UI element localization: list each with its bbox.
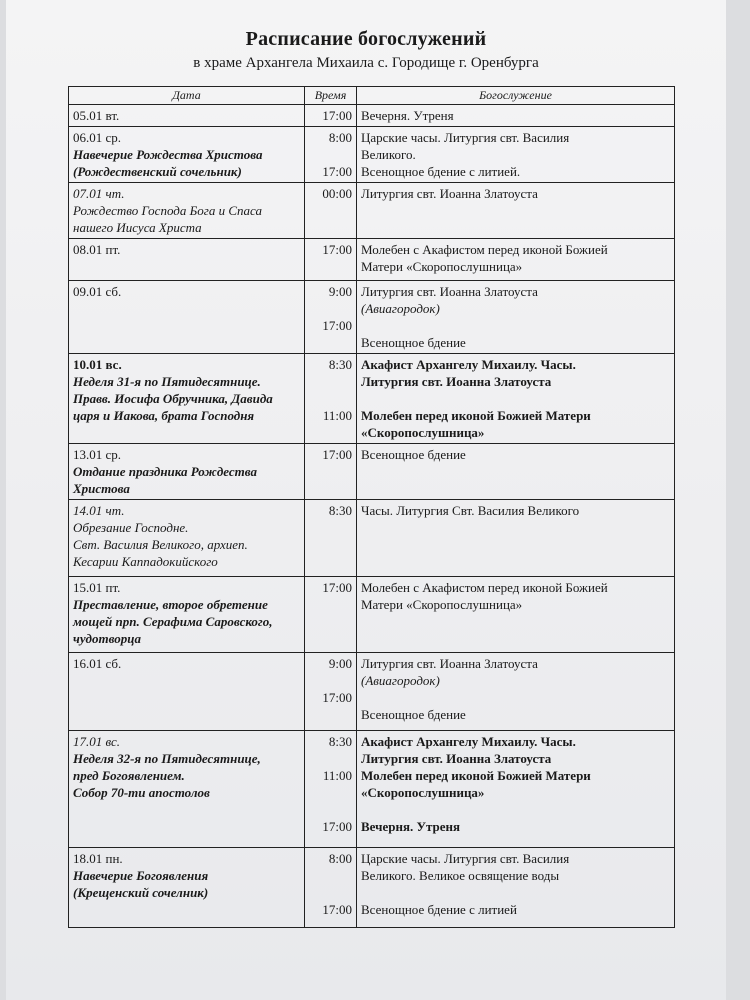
table-row	[69, 731, 675, 848]
service-time: 17:00	[322, 318, 352, 333]
service-time	[309, 784, 352, 801]
service-time: 8:30	[328, 357, 352, 372]
service-time: 17:00	[322, 902, 352, 917]
service-time: 17:00	[322, 819, 352, 834]
service-name: Литургия свт. Иоанна Златоуста	[361, 284, 538, 299]
feast-name: (Рождественский сочельник)	[73, 164, 242, 179]
service-name: (Авиагородок)	[361, 301, 440, 316]
service-name	[361, 390, 670, 407]
feast-name: чудотворца	[73, 631, 141, 646]
service-name: (Авиагородок)	[361, 673, 440, 688]
table-row	[69, 239, 675, 281]
feast-name: Христова	[73, 481, 130, 496]
schedule-rows	[69, 105, 675, 928]
service-name: Великого.	[361, 147, 416, 162]
table-row	[69, 653, 675, 731]
service-time: 11:00	[322, 768, 352, 783]
service-time	[309, 373, 352, 390]
service-cell	[357, 183, 675, 239]
time-cell	[305, 281, 357, 354]
service-time	[309, 867, 352, 884]
feast-name: пред Богоявлением.	[73, 768, 185, 783]
schedule-table	[68, 86, 675, 928]
date-cell	[69, 105, 305, 127]
service-time: 11:00	[322, 408, 352, 423]
service-time: 8:00	[328, 130, 352, 145]
document-header	[6, 28, 726, 72]
service-name: Всенощное бдение	[361, 447, 466, 462]
service-time	[309, 146, 352, 163]
feast-name: царя и Иакова, брата Господня	[73, 408, 255, 423]
service-cell	[357, 731, 675, 848]
service-cell	[357, 444, 675, 500]
time-cell	[305, 731, 357, 848]
date-label: 08.01 пт.	[73, 242, 121, 257]
time-cell	[305, 653, 357, 731]
service-time: 17:00	[322, 242, 352, 257]
service-name: Молебен перед иконой Божией Матери	[361, 408, 591, 423]
time-cell	[305, 500, 357, 577]
table-row	[69, 577, 675, 653]
service-time: 9:00	[328, 284, 352, 299]
date-label: 13.01 ср.	[73, 447, 122, 462]
service-time	[309, 884, 352, 901]
service-time: 17:00	[322, 108, 352, 123]
service-name: Всенощное бдение	[361, 335, 466, 350]
date-cell	[69, 731, 305, 848]
feast-name: Преставление, второе обретение	[73, 597, 268, 612]
date-cell	[69, 183, 305, 239]
date-label: 06.01 ср.	[73, 130, 122, 145]
service-time: 00:00	[322, 186, 352, 201]
service-time: 8:30	[328, 734, 352, 749]
date-label: 05.01 вт.	[73, 108, 120, 123]
service-name: Акафист Архангелу Михаилу. Часы.	[361, 734, 576, 749]
service-time: 17:00	[322, 580, 352, 595]
service-name: Матери «Скоропослушница»	[361, 259, 523, 274]
feast-name: Правв. Иосифа Обручника, Давида	[73, 391, 273, 406]
feast-name: (Крещенский сочелник)	[73, 885, 209, 900]
service-time: 9:00	[328, 656, 352, 671]
service-cell	[357, 653, 675, 731]
feast-name: Навечерие Богоявления	[73, 868, 209, 883]
service-cell	[357, 354, 675, 444]
table-row	[69, 127, 675, 183]
date-cell	[69, 653, 305, 731]
table-header-row	[69, 87, 675, 105]
service-name: Молебен перед иконой Божией Матери	[361, 768, 591, 783]
service-time: 17:00	[322, 164, 352, 179]
date-cell	[69, 577, 305, 653]
service-name: Вечерня. Утреня	[361, 108, 454, 123]
service-name	[361, 801, 670, 818]
date-cell	[69, 848, 305, 928]
service-name: Литургия свт. Иоанна Златоуста	[361, 374, 552, 389]
service-name: Царские часы. Литургия свт. Василия	[361, 851, 570, 866]
service-time	[309, 300, 352, 317]
table-row	[69, 354, 675, 444]
feast-name: Собор 70-ти апостолов	[73, 785, 210, 800]
service-name: Всенощное бдение	[361, 707, 466, 722]
service-name: Великого. Великое освящение воды	[361, 868, 560, 883]
service-name: Молебен с Акафистом перед иконой Божией	[361, 580, 608, 595]
service-name: Молебен с Акафистом перед иконой Божией	[361, 242, 608, 257]
service-name: «Скоропослушница»	[361, 785, 485, 800]
time-cell	[305, 848, 357, 928]
service-cell	[357, 127, 675, 183]
service-name: Часы. Литургия Свт. Василия Великого	[361, 503, 580, 518]
feast-name: Неделя 32-я по Пятидесятнице,	[73, 751, 261, 766]
service-cell	[357, 239, 675, 281]
table-row	[69, 444, 675, 500]
service-name: Литургия свт. Иоанна Златоуста	[361, 656, 538, 671]
date-cell	[69, 281, 305, 354]
service-cell	[357, 105, 675, 127]
feast-name: Навечерие Рождества Христова	[73, 147, 263, 162]
feast-name: Неделя 31-я по Пятидесятнице.	[73, 374, 261, 389]
time-cell	[305, 127, 357, 183]
header-service: Богослужение	[357, 87, 675, 105]
table-row	[69, 183, 675, 239]
service-time: 17:00	[322, 447, 352, 462]
service-name: Царские часы. Литургия свт. Василия	[361, 130, 570, 145]
time-cell	[305, 577, 357, 653]
service-name: Всенощное бдение с литией.	[361, 164, 521, 179]
service-time: 17:00	[322, 690, 352, 705]
date-cell	[69, 239, 305, 281]
date-label: 16.01 сб.	[73, 656, 122, 671]
header-date: Дата	[69, 87, 305, 105]
service-name: Матери «Скоропослушница»	[361, 597, 523, 612]
table-row	[69, 281, 675, 354]
service-time	[309, 801, 352, 818]
feast-name: мощей прп. Серафима Саровского,	[73, 614, 273, 629]
document-subtitle: в храме Архангела Михаила с. Городище г. Оренбурга	[193, 55, 539, 71]
table-row	[69, 105, 675, 127]
date-label: 09.01 сб.	[73, 284, 122, 299]
time-cell	[305, 239, 357, 281]
service-time: 8:00	[328, 851, 352, 866]
service-name: Акафист Архангелу Михаилу. Часы.	[361, 357, 576, 372]
time-cell	[305, 354, 357, 444]
service-name	[361, 884, 670, 901]
time-cell	[305, 183, 357, 239]
date-cell	[69, 444, 305, 500]
service-cell	[357, 848, 675, 928]
service-name: «Скоропослушница»	[361, 425, 485, 440]
feast-name: Кесарии Каппадокийского	[73, 554, 218, 569]
service-name: Всенощное бдение с литией	[361, 902, 517, 917]
feast-name: Свт. Василия Великого, архиеп.	[73, 537, 248, 552]
service-time	[309, 672, 352, 689]
service-cell	[357, 281, 675, 354]
time-cell	[305, 444, 357, 500]
service-name: Литургия свт. Иоанна Златоуста	[361, 751, 552, 766]
service-time	[309, 750, 352, 767]
table-row	[69, 848, 675, 928]
document-title: Расписание богослужений	[245, 28, 487, 50]
service-cell	[357, 577, 675, 653]
feast-name: Обрезание Господне.	[73, 520, 189, 535]
service-name: Вечерня. Утреня	[361, 819, 461, 834]
date-label: 07.01 чт.	[73, 186, 125, 201]
service-time	[309, 390, 352, 407]
feast-name: Рождество Господа Бога и Спаса	[73, 203, 262, 218]
date-cell	[69, 500, 305, 577]
table-row	[69, 500, 675, 577]
date-label: 17.01 вс.	[73, 734, 120, 749]
schedule-sheet	[6, 0, 726, 1000]
date-label: 15.01 пт.	[73, 580, 121, 595]
date-label: 10.01 вс.	[73, 357, 122, 372]
service-cell	[357, 500, 675, 577]
date-label: 18.01 пн.	[73, 851, 123, 866]
feast-name: нашего Иисуса Христа	[73, 220, 202, 235]
date-cell	[69, 127, 305, 183]
header-time: Время	[305, 87, 357, 105]
service-name	[361, 689, 670, 706]
service-time: 8:30	[328, 503, 352, 518]
date-cell	[69, 354, 305, 444]
time-cell	[305, 105, 357, 127]
service-name	[361, 317, 670, 334]
date-label: 14.01 чт.	[73, 503, 125, 518]
feast-name: Отдание праздника Рождества	[73, 464, 257, 479]
service-name: Литургия свт. Иоанна Златоуста	[361, 186, 538, 201]
